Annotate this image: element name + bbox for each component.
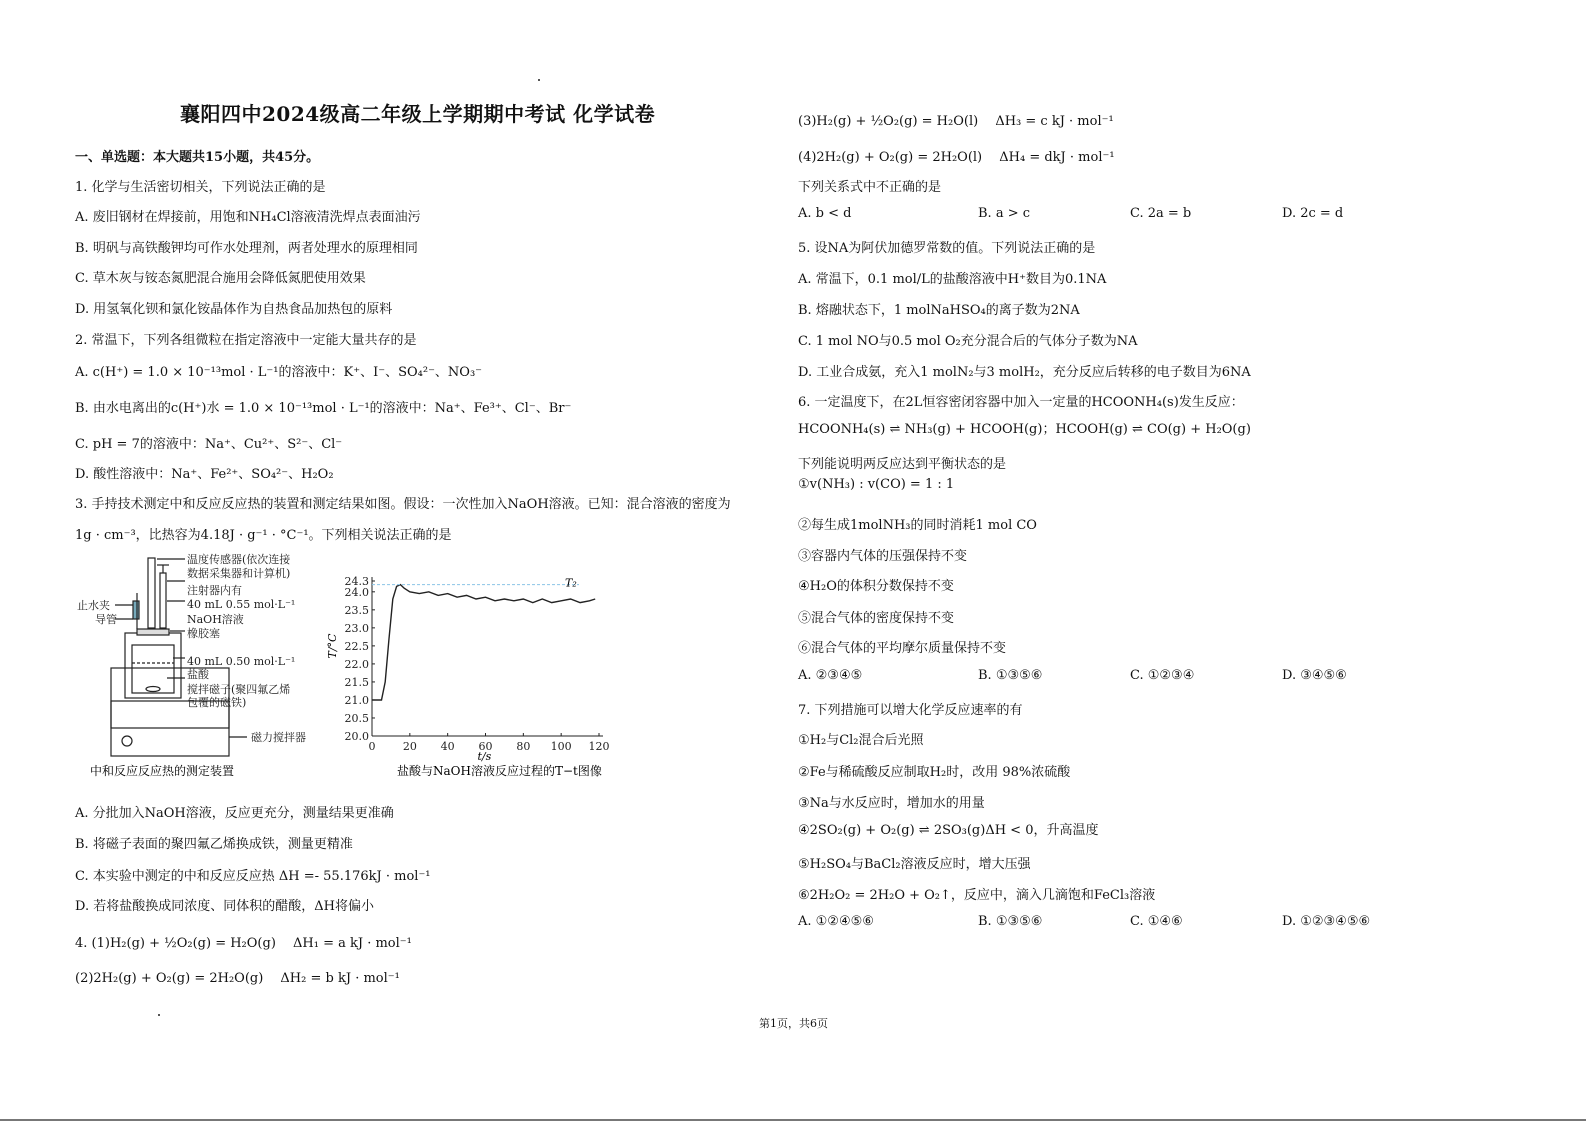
chart-series-line: [372, 585, 595, 700]
q3-option-d: D. 若将盐酸换成同浓度、同体积的醋酸，ΔH将偏小: [75, 899, 374, 914]
q5-option-c: C. 1 mol NO与0.5 mol O₂充分混合后的气体分子数为NA: [798, 334, 1138, 349]
q5-option-a: A. 常温下，0.1 mol/L的盐酸溶液中H⁺数目为0.1NA: [798, 272, 1107, 287]
q6-option-a: A. ②③④⑤: [798, 668, 863, 683]
q6-option-c: C. ①②③④: [1130, 668, 1195, 683]
question-4-eq4: (4)2H₂(g) + O₂(g) = 2H₂O(l) ΔH₄ = dkJ · mol⁻¹: [798, 150, 1115, 165]
label-clamp: 止水夹: [77, 599, 110, 612]
beaker-outer: [125, 633, 181, 698]
stir-bar: [146, 687, 160, 692]
caption-chart: 盐酸与NaOH溶液反应过程的T−t图像: [397, 764, 602, 778]
chart-x-tick-label: 120: [588, 740, 610, 753]
question-5: 5. 设NA为阿伏加德罗常数的值。下列说法正确的是: [798, 241, 1096, 256]
q1-option-a: A. 废旧钢材在焊接前，用饱和NH₄Cl溶液清洗焊点表面油污: [75, 210, 421, 225]
stopcock-clamp: [133, 601, 139, 619]
page-number: 第1页，共6页: [759, 1017, 828, 1030]
q7-item-5: ⑤H₂SO₄与BaCl₂溶液反应时，增大压强: [798, 857, 1031, 872]
stirrer-knob: [122, 736, 132, 746]
chart-y-tick-label: 21.0: [344, 693, 369, 707]
chart-x-tick-label: 20: [402, 740, 417, 753]
q1-option-d: D. 用氢氧化钡和氯化铵晶体作为自热食品加热包的原料: [75, 302, 393, 317]
section-heading: 一、单选题：本大题共15小题，共45分。: [75, 150, 320, 165]
q6-item-5: ⑤混合气体的密度保持不变: [798, 611, 955, 626]
q7-item-6: ⑥2H₂O₂ = 2H₂O + O₂↑，反应中，滴入几滴饱和FeCl₃溶液: [798, 888, 1156, 903]
q6-item-1: ①v(NH₃) : v(CO) = 1 : 1: [798, 477, 955, 492]
chart-y-tick-label: 23.0: [344, 621, 369, 635]
label-naoh-conc: 40 mL 0.55 mol·L⁻¹: [187, 598, 296, 611]
chart-y-tick-label: 22.5: [344, 639, 369, 653]
q6-item-6: ⑥混合气体的平均摩尔质量保持不变: [798, 641, 1007, 656]
exam-title: 襄阳四中2024级高二年级上学期期中考试 化学试卷: [180, 102, 656, 126]
q3-option-b: B. 将磁子表面的聚四氟乙烯换成铁，测量更精准: [75, 837, 353, 852]
label-naoh: NaOH溶液: [187, 613, 244, 626]
q6-option-d: D. ③④⑤⑥: [1282, 668, 1347, 683]
chart-x-tick-label: 0: [368, 740, 376, 753]
q6-item-2: ②每生成1molNH₃的同时消耗1 mol CO: [798, 518, 1037, 533]
question-4-eq2: (2)2H₂(g) + O₂(g) = 2H₂O(g) ΔH₂ = b kJ · mol⁻¹: [75, 971, 400, 986]
q3-option-a: A. 分批加入NaOH溶液，反应更充分，测量结果更准确: [75, 806, 394, 821]
chart-y-label: T/°C: [326, 633, 339, 659]
label-stopper: 橡胶塞: [187, 627, 220, 640]
question-6-reactions: HCOONH₄(s) ⇌ NH₃(g) + HCOOH(g)；HCOOH(g) ⇌ CO(g) + H₂O(g): [798, 422, 1251, 437]
q3-option-c: C. 本实验中测定的中和反应反应热 ΔH =- 55.176kJ · mol⁻¹: [75, 869, 431, 884]
question-6: 6. 一定温度下，在2L恒容密闭容器中加入一定量的HCOONH₄(s)发生反应：: [798, 395, 1244, 410]
chart-y-tick-label: 20.5: [344, 711, 369, 725]
q2-option-c: C. pH = 7的溶液中：Na⁺、Cu²⁺、S²⁻、Cl⁻: [75, 437, 343, 452]
question-3-cont: 1g · cm⁻³，比热容为4.18J · g⁻¹ · °C⁻¹。下列相关说法正确的是: [75, 528, 452, 543]
question-4-eq3: (3)H₂(g) + ½O₂(g) = H₂O(l) ΔH₃ = c kJ · mol⁻¹: [798, 114, 1114, 129]
q7-item-3: ③Na与水反应时，增加水的用量: [798, 796, 985, 811]
chart-x-tick-label: 40: [440, 740, 455, 753]
q7-option-d: D. ①②③④⑤⑥: [1282, 914, 1371, 929]
q6-item-4: ④H₂O的体积分数保持不变: [798, 579, 954, 594]
label-stir-bar-2: 包覆的磁铁): [187, 696, 247, 709]
chart-y-tick-label: 22.0: [344, 657, 369, 671]
chart-y-tick-label: 20.0: [344, 730, 369, 743]
chart-x-tick-label: 80: [516, 740, 531, 753]
q7-option-b: B. ①③⑤⑥: [978, 914, 1043, 929]
temp-sensor: [148, 558, 155, 628]
chart-y-tick-label: 24.3: [344, 575, 369, 588]
label-stirrer: 磁力搅拌器: [251, 731, 306, 744]
chart-y-tick-label: 23.5: [344, 603, 369, 617]
q4-option-b: B. a > c: [978, 206, 1031, 221]
label-syringe: 注射器内有: [187, 584, 242, 597]
q5-option-d: D. 工业合成氨，充入1 molN₂与3 molH₂，充分反应后转移的电子数目为6NA: [798, 365, 1251, 380]
chart-axes: [372, 577, 603, 736]
chart-area: [326, 575, 610, 763]
label-stir-bar-1: 搅拌磁子(聚四氟乙烯: [187, 683, 291, 696]
q4-option-a: A. b < d: [798, 206, 852, 221]
question-2: 2. 常温下，下列各组微粒在指定溶液中一定能大量共存的是: [75, 333, 417, 348]
chart-x-tick-label: 60: [478, 740, 493, 753]
chart-t2-label: T₂: [565, 576, 577, 590]
label-temp-sensor-1: 温度传感器(依次连接: [187, 553, 291, 566]
q7-item-4: ④2SO₂(g) + O₂(g) ⇌ 2SO₃(g)ΔH < 0，升高温度: [798, 823, 1099, 838]
q2-option-d: D. 酸性溶液中：Na⁺、Fe²⁺、SO₄²⁻、H₂O₂: [75, 467, 334, 482]
question-4-eq1: 4. (1)H₂(g) + ½O₂(g) = H₂O(g) ΔH₁ = a kJ · mol⁻¹: [75, 936, 412, 951]
syringe: [160, 573, 166, 628]
q4-option-d: D. 2c = d: [1282, 206, 1344, 221]
figure-q3: [75, 553, 615, 783]
beaker-inner: [132, 645, 174, 693]
chart-x-tick-label: 100: [550, 740, 572, 753]
decor-dot: [538, 79, 540, 81]
question-1: 1. 化学与生活密切相关，下列说法正确的是: [75, 180, 326, 195]
label-temp-sensor-2: 数据采集器和计算机): [187, 567, 291, 580]
label-tube: 导管: [95, 613, 117, 626]
chart-y-ticks: [345, 575, 376, 743]
q2-option-b: B. 由水电离出的c(H⁺)水 = 1.0 × 10⁻¹³mol · L⁻¹的溶液中：Na⁺、Fe³⁺、Cl⁻、Br⁻: [75, 401, 572, 416]
q6-option-b: B. ①③⑤⑥: [978, 668, 1043, 683]
question-3: 3. 手持技术测定中和反应反应热的装置和测定结果如图。假设：一次性加入NaOH溶液。已知：混合溶液的密度为: [75, 497, 731, 512]
q1-option-b: B. 明矾与高铁酸钾均可作水处理剂，两者处理水的原理相同: [75, 241, 418, 256]
q6-item-3: ③容器内气体的压强保持不变: [798, 549, 968, 564]
q2-option-a: A. c(H⁺) = 1.0 × 10⁻¹³mol · L⁻¹的溶液中：K⁺、I⁻、SO₄²⁻、NO₃⁻: [75, 365, 483, 380]
rubber-stopper: [137, 629, 169, 635]
q7-item-1: ①H₂与Cl₂混合后光照: [798, 733, 924, 748]
question-7: 7. 下列措施可以增大化学反应速率的有: [798, 703, 1023, 718]
q5-option-b: B. 熔融状态下，1 molNaHSO₄的离子数为2NA: [798, 303, 1080, 318]
chart-x-label: t/s: [477, 750, 492, 763]
q7-item-2: ②Fe与稀硫酸反应制取H₂时，改用 98%浓硫酸: [798, 765, 1071, 780]
question-6-stem: 下列能说明两反应达到平衡状态的是: [798, 457, 1007, 472]
q4-option-c: C. 2a = b: [1130, 206, 1192, 221]
chart-y-tick-label: 24.0: [344, 585, 369, 599]
q7-option-c: C. ①④⑥: [1130, 914, 1183, 929]
q7-option-a: A. ①②④⑤⑥: [798, 914, 874, 929]
chart-y-tick-label: 21.5: [344, 675, 369, 689]
label-hcl: 盐酸: [187, 668, 209, 681]
question-4-stem: 下列关系式中不正确的是: [798, 180, 942, 195]
caption-apparatus: 中和反应反应热的测定装置: [90, 764, 235, 778]
label-hcl-conc: 40 mL 0.50 mol·L⁻¹: [187, 655, 296, 668]
q1-option-c: C. 草木灰与铵态氮肥混合施用会降低氮肥使用效果: [75, 271, 366, 286]
